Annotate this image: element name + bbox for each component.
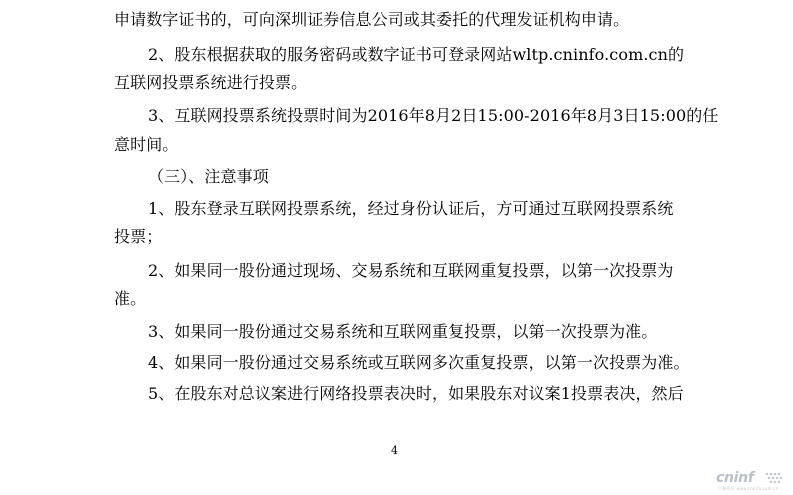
cninfo-watermark-logo	[714, 470, 790, 494]
text-line-13: 5、在股东对总议案进行网络投票表决时，如果股东对议案1投票表决，然后	[148, 384, 684, 403]
text-line-7: 1、股东登录互联网投票系统，经过身份认证后，方可通过互联网投票系统	[148, 199, 674, 218]
section-heading: （三）、注意事项	[148, 167, 269, 186]
text-line-8: 投票；	[114, 227, 163, 246]
text-line-9: 2、如果同一股份通过现场、交易系统和互联网重复投票，以第一次投票为	[148, 261, 674, 280]
text-line-2: 2、股东根据获取的服务密码或数字证书可登录网站wltp.cninfo.com.cn的	[148, 45, 685, 64]
text-line-3: 互联网投票系统进行投票。	[114, 73, 308, 92]
text-line-10: 准。	[114, 289, 147, 308]
text-line-4: 3、互联网投票系统投票时间为2016年8月2日15:00-2016年8月3日15:00的任	[148, 106, 719, 125]
logo-dots-icon	[764, 471, 788, 485]
text-line-5: 意时间。	[114, 135, 179, 154]
text-line-11: 3、如果同一股份通过交易系统和互联网重复投票，以第一次投票为准。	[148, 322, 658, 341]
text-line-1: 申请数字证书的，可向深圳证券信息公司或其委托的代理发证机构申请。	[114, 10, 630, 29]
logo-wordmark: cninf	[716, 470, 754, 486]
logo-subtitle: 巨潮资讯 www.cninfo.com.cn	[718, 486, 779, 491]
page-number: 4	[391, 444, 398, 457]
text-line-12: 4、如果同一股份通过交易系统或互联网多次重复投票，以第一次投票为准。	[148, 353, 690, 372]
